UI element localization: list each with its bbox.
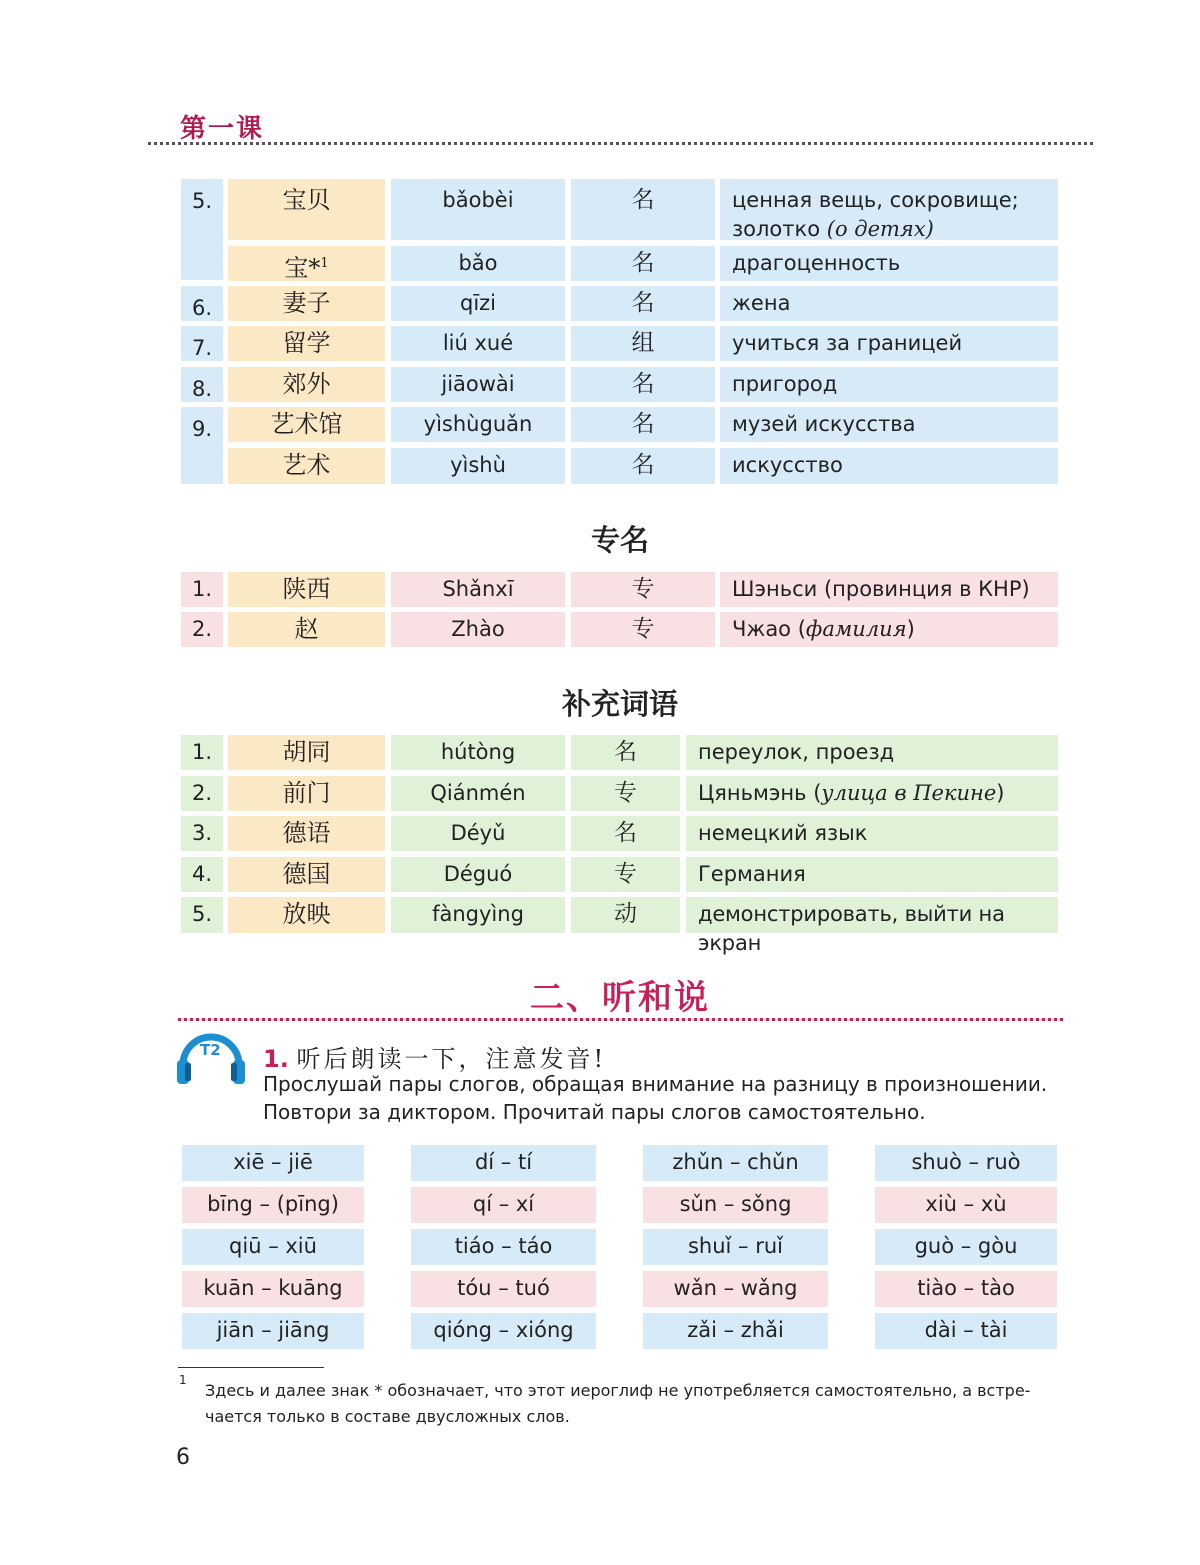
hanzi-cell xyxy=(228,246,385,281)
hanzi-cell: 妻子 xyxy=(228,286,385,321)
supplementary-title: 补充词语 xyxy=(561,687,678,721)
exercise-title-zh: 听后朗读一下，注意发音! xyxy=(296,1045,607,1073)
syllable-pair: sǔn – sǒng xyxy=(643,1187,828,1223)
pos-cell: 专 xyxy=(571,776,680,811)
headphones-icon[interactable] xyxy=(173,1025,249,1087)
hanzi-cell: 艺术 xyxy=(228,448,385,484)
instruction-line: Повтори за диктором. Прочитай пары слогов самостоятельно. xyxy=(263,1100,926,1124)
syllable-pair: kuān – kuāng xyxy=(182,1271,364,1307)
pos-cell: 组 xyxy=(571,326,715,361)
pinyin-cell: Déguó xyxy=(391,857,565,892)
pos-cell: 专 xyxy=(571,857,680,892)
footnote-text xyxy=(205,1378,1065,1430)
row-number: 8. xyxy=(181,367,223,402)
translation-cell xyxy=(686,776,1058,811)
translation-note: фамилия xyxy=(805,617,907,641)
translation-note: (о детях) xyxy=(826,217,934,241)
syllable-pair: shuò – ruò xyxy=(875,1145,1057,1181)
hanzi-cell: 宝贝 xyxy=(228,179,385,240)
syllable-pair: zhǔn – chǔn xyxy=(643,1145,828,1181)
hanzi-cell: 艺术馆 xyxy=(228,407,385,442)
pos-cell: 动 xyxy=(571,897,680,933)
translation-cell: музей искусства xyxy=(720,407,1058,442)
translation-text: Цяньмэнь ( xyxy=(698,781,822,805)
translation-cell: пригород xyxy=(720,367,1058,402)
pos-cell: 专 xyxy=(571,612,715,647)
page-number: 6 xyxy=(176,1445,190,1470)
hanzi-cell: 胡同 xyxy=(228,735,385,770)
translation-cell: жена xyxy=(720,286,1058,321)
row-number: 5. xyxy=(181,179,223,280)
translation-cell: искусство xyxy=(720,448,1058,484)
syllable-pair: qiū – xiū xyxy=(182,1229,364,1265)
footnote-mark: 1 xyxy=(179,1373,187,1387)
hanzi-cell: 郊外 xyxy=(228,367,385,402)
syllable-pair: zǎi – zhǎi xyxy=(643,1313,828,1349)
hanzi-cell: 赵 xyxy=(228,612,385,647)
row-number: 1. xyxy=(181,735,223,770)
translation-cell xyxy=(720,612,1058,647)
translation-cell: Германия xyxy=(686,857,1058,892)
translation-cell xyxy=(720,179,1058,240)
row-number: 4. xyxy=(181,857,223,892)
syllable-pair: wǎn – wǎng xyxy=(643,1271,828,1307)
translation-text: ) xyxy=(996,781,1005,805)
translation-text: ) xyxy=(906,617,915,641)
row-number: 2. xyxy=(181,776,223,811)
pinyin-cell: yìshùguǎn xyxy=(391,407,565,442)
footnote-rule xyxy=(178,1367,324,1368)
hanzi-cell: 陕西 xyxy=(228,572,385,607)
header-divider xyxy=(148,142,1093,145)
pos-cell: 名 xyxy=(571,735,680,770)
pinyin-cell: bǎo xyxy=(391,246,565,281)
hanzi-text: 宝* xyxy=(284,254,321,282)
pinyin-cell: bǎobèi xyxy=(391,179,565,240)
pinyin-cell: Zhào xyxy=(391,612,565,647)
syllable-pair: shuǐ – ruǐ xyxy=(643,1229,828,1265)
translation-cell: учиться за границей xyxy=(720,326,1058,361)
pos-cell: 名 xyxy=(571,246,715,281)
row-number: 1. xyxy=(181,572,223,607)
pos-cell: 名 xyxy=(571,286,715,321)
syllable-pair: guò – gòu xyxy=(875,1229,1057,1265)
pos-cell: 名 xyxy=(571,179,715,240)
pos-cell: 名 xyxy=(571,407,715,442)
syllable-pair: qí – xí xyxy=(411,1187,596,1223)
pinyin-cell: qīzi xyxy=(391,286,565,321)
pinyin-cell: Déyǔ xyxy=(391,816,565,851)
syllable-pair: dài – tài xyxy=(875,1313,1057,1349)
instruction-line: Прослушай пары слогов, обращая внимание на разницу в произношении. xyxy=(263,1072,1048,1096)
pinyin-cell: Shǎnxī xyxy=(391,572,565,607)
row-number: 5. xyxy=(181,897,223,933)
translation-cell: немецкий язык xyxy=(686,816,1058,851)
footnote-line: чается только в составе двусложных слов. xyxy=(205,1407,570,1426)
proper-names-title: 专名 xyxy=(590,523,649,557)
row-number: 2. xyxy=(181,612,223,647)
row-number: 3. xyxy=(181,816,223,851)
syllable-pair: jiān – jiāng xyxy=(182,1313,364,1349)
pinyin-cell: hútòng xyxy=(391,735,565,770)
pos-cell: 名 xyxy=(571,448,715,484)
translation-cell: демонстрировать, выйти на экран xyxy=(686,897,1058,933)
translation-text: ценная вещь, сокровище; xyxy=(732,188,1019,212)
hanzi-cell: 德语 xyxy=(228,816,385,851)
syllable-pair: tiáo – táo xyxy=(411,1229,596,1265)
pinyin-cell: liú xué xyxy=(391,326,565,361)
translation-cell: Шэньси (провинция в КНР) xyxy=(720,572,1058,607)
pinyin-cell: yìshù xyxy=(391,448,565,484)
exercise-title xyxy=(263,1039,606,1074)
translation-text: Чжао ( xyxy=(732,617,806,641)
row-number: 9. xyxy=(181,407,223,484)
syllable-pair: tóu – tuó xyxy=(411,1271,596,1307)
syllable-pair: bīng – (pīng) xyxy=(182,1187,364,1223)
syllable-pair: tiào – tào xyxy=(875,1271,1057,1307)
exercise-instruction xyxy=(263,1070,1063,1126)
hanzi-cell: 放映 xyxy=(228,897,385,933)
pos-cell: 名 xyxy=(571,816,680,851)
syllable-pair: xiē – jiē xyxy=(182,1145,364,1181)
translation-cell: драгоценность xyxy=(720,246,1058,281)
pos-cell: 专 xyxy=(571,572,715,607)
pinyin-cell: fàngyìng xyxy=(391,897,565,933)
row-number: 6. xyxy=(181,286,223,321)
pinyin-cell: jiāowài xyxy=(391,367,565,402)
syllable-pair: qióng – xióng xyxy=(411,1313,596,1349)
footnote-line: Здесь и далее знак * обозначает, что этот иероглиф не употребляется самостоятельно, а встре- xyxy=(205,1381,1031,1400)
exercise-number: 1. xyxy=(263,1045,289,1073)
audio-track-label: T2 xyxy=(200,1041,221,1059)
pos-cell: 名 xyxy=(571,367,715,402)
section-title: 二、听和说 xyxy=(530,978,710,1018)
syllable-pair: xiù – xù xyxy=(875,1187,1057,1223)
translation-text: золотко xyxy=(732,217,821,241)
pinyin-cell: Qiánmén xyxy=(391,776,565,811)
syllable-pair: dí – tí xyxy=(411,1145,596,1181)
hanzi-cell: 前门 xyxy=(228,776,385,811)
translation-cell: переулок, проезд xyxy=(686,735,1058,770)
section-divider xyxy=(178,1018,1063,1021)
lesson-header: 第一课 xyxy=(180,114,265,144)
hanzi-cell: 留学 xyxy=(228,326,385,361)
row-number: 7. xyxy=(181,326,223,361)
hanzi-cell: 德国 xyxy=(228,857,385,892)
translation-note: улица в Пекине xyxy=(821,781,997,805)
footnote-ref: 1 xyxy=(320,256,329,271)
